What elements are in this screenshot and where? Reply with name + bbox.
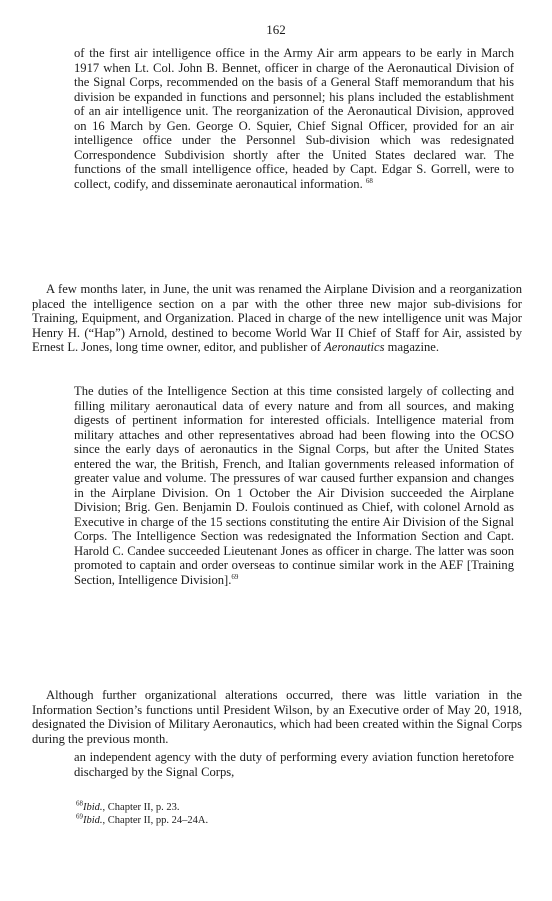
block-quote-3-text: an independent agency with the duty of performing every aviation function heretofore discharged by the Signal Corps, — [74, 750, 514, 779]
body-paragraph-2-text: Although further organizational alterations occurred, there was little variation in the Information Section’s functions until President Wilson, by an Executive order of May 20, 1918, designated the Division of Military Aeronautics, which had been created within the Signal Corps during the previous month. — [32, 688, 522, 746]
page-number: 162 — [266, 22, 286, 37]
block-quote-1-text: of the first air intelligence office in the Army Air arm appears to be early in March 1917 when Lt. Col. John B. Bennet, officer in charge of the Aeronautical Division of the Signal Corps, recommended on the basis of a General Staff memorandum that his division be expanded in functions and personnel; his plans included the establishment of an air intelligence unit. The reorganization of the Aeronautical Division, approved on 16 March by Gen. George O. Squier, Chief Signal Officer, provided for an air intelligence office under the Personnel Sub-division which was redesignated Correspondence Subdivision shortly after the United States declared war. The functions of the small intelligence office, headed by Capt. Edgar S. Gorrell, were to collect, codify, and disseminate aeronautical information. — [74, 46, 514, 191]
footnote-ref-68: 68 — [365, 176, 373, 185]
block-quote-2-text: The duties of the Intelligence Section at this time consisted largely of collecting and filling military aeronautical data of every nature and from all sources, and making digests of pertinent information for interested officials. Intelligence material from military attaches and other representatives abroad had been flowing into the OCSO since the early days of aeronautics in the Signal Corps, but after the United States entered the war, the British, French, and Italian governments released information of greater value and volume. The pressures of war caused further expansion and changes in the Airplane Division. On 1 October the Air Division succeeded the Airplane Division; Brig. Gen. Benjamin D. Foulois continued as Chief, with colonel Arnold as Executive in charge of the 15 sections constituting the entire Air Division of the Signal Corps. The Intelligence Section was redesignated the Information Section and Capt. Harold C. Candee succeeded Lieutenant Jones as officer in charge. The latter was soon promoted to captain and order overseas to continue similar work in the AEF [Training Section, Intelligence Division]. — [74, 384, 514, 587]
footnotes — [76, 799, 516, 827]
block-quote-1 — [74, 46, 514, 191]
body-paragraph-1-text: A few months later, in June, the unit was renamed the Airplane Division and a reorganization placed the intelligence section on a par with the other three new major sub-divisions for Training, Equipment, and Organization. Placed in charge of the new intelligence unit was Major Henry H. (“Hap”) Arnold, destined to become World War II Chief of Staff for Air, assisted by Ernest L. Jones, long time owner, editor, and publisher of — [32, 282, 522, 354]
footnote-ref-69: 69 — [231, 572, 239, 581]
block-quote-2 — [74, 384, 514, 587]
footnote-ibid: Ibid. — [83, 814, 103, 826]
footnote-ibid: Ibid. — [83, 802, 103, 813]
body-paragraph-1 — [32, 282, 522, 355]
body-paragraph-2 — [32, 688, 522, 746]
body-paragraph-1-end: magazine. — [384, 340, 440, 354]
footnote-mark: 69 — [76, 812, 83, 820]
block-quote-3 — [74, 750, 514, 779]
footnote-68 — [76, 799, 516, 815]
footnote-text: , Chapter II, p. 23. — [102, 802, 180, 813]
footnote-69 — [76, 812, 516, 828]
footnote-text: , Chapter II, pp. 24–24A. — [102, 814, 209, 826]
magazine-title: Aeronautics — [324, 340, 385, 354]
footnote-mark: 68 — [76, 799, 83, 808]
